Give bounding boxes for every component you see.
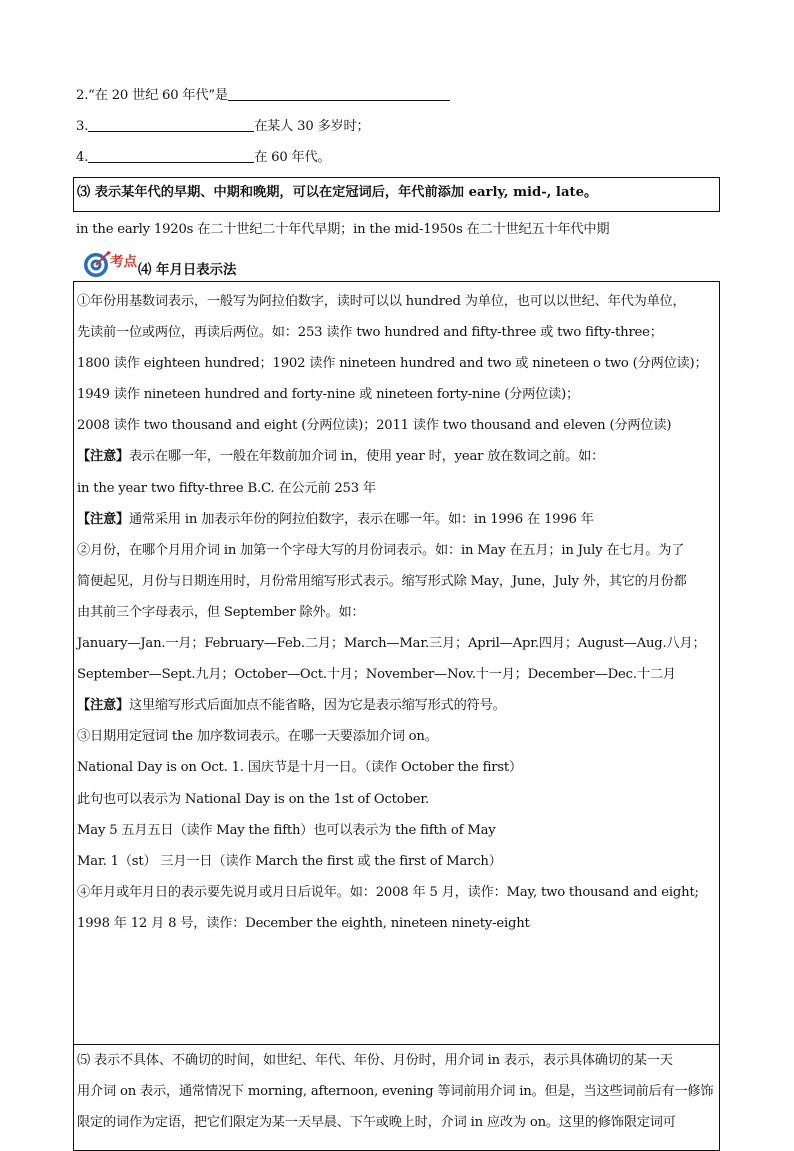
s4-line-20: ④年月或年月日的表示要先说月或月日后说年。如：2008 年 5 月，读作：May, two thousand and eight; — [77, 884, 699, 900]
s4-line-15: ③日期用定冠词 the 加序数词表示。在哪一天要添加介词 on。 — [77, 729, 438, 745]
s4-line-2: 先读前一位或两位，再读后两位。如：253 读作 two hundred and fifty-three 或 two fifty-three； — [77, 325, 663, 341]
note-marker: 【注意】 — [77, 449, 129, 465]
s4-line-7: in the year two fifty-three B.C. 在公元前 253 年 — [77, 480, 376, 496]
exercise-3-blank[interactable] — [88, 116, 254, 132]
page — [76, 80, 720, 1151]
kaodian-label: 考点 — [110, 254, 137, 270]
exercise-2-blank[interactable] — [228, 85, 450, 101]
s4-line-19: Mar. 1（st） 三月一日（读作 March the first 或 the first of March） — [77, 853, 502, 869]
section-3-heading-box — [73, 177, 720, 212]
s4-note-3: 【注意】这里缩写形式后面加点不能省略，因为它是表示缩写形式的符号。 — [77, 698, 506, 714]
section-3-example: in the early 1920s 在二十世纪二十年代早期；in the mid-1950s 在二十世纪五十年代中期 — [76, 222, 610, 237]
section-5-box — [73, 1044, 720, 1151]
s4-line-17: 此句也可以表示为 National Day is on the 1st of October. — [77, 791, 429, 807]
s4-note-2: 【注意】通常采用 in 加表示年份的阿拉伯数字，表示在哪一年。如：in 1996 在 1996 年 — [77, 511, 594, 527]
exercise-4 — [76, 142, 720, 173]
s4-line-16: National Day is on Oct. 1. 国庆节是十月一日。（读作 October the first） — [77, 760, 523, 776]
exercise-4-prefix: 4. — [76, 150, 89, 165]
s4-line-9: ②月份，在哪个月用介词 in 加第一个字母大写的月份词表示。如：in May 在五月；in July 在七月。为了 — [77, 542, 685, 558]
exercise-3-prefix: 3. — [76, 119, 89, 134]
s4-line-3: 1800 读作 eighteen hundred；1902 读作 nineteen hundred and two 或 nineteen o two (分两位读)； — [77, 356, 708, 372]
exercise-3-suffix: 在某人 30 多岁时； — [254, 119, 370, 134]
s5-line-1: ⑸ 表示不具体、不确切的时间，如世纪、年代、年份、月份时，用介词 in 表示，表示具体确切的某一天 — [77, 1053, 673, 1068]
section-4-box — [73, 281, 720, 1045]
s4-line-4: 1949 读作 nineteen hundred and forty-nine 或 nineteen forty-nine (分两位读)； — [77, 387, 580, 403]
s5-line-3: 限定的词作为定语，把它们限定为某一天早晨、下午或晚上时，介词 in 应改为 on。这里的修饰限定词可 — [77, 1115, 676, 1130]
kaodian-header — [76, 245, 720, 281]
section-3-heading: ⑶ 表示某年代的早期、中期和晚期，可以在定冠词后，年代前添加 early, mid-, late。 — [77, 185, 598, 200]
s4-line-10: 简便起见，月份与日期连用时，月份常用缩写形式表示。缩写形式除 May，June，July 外，其它的月份都 — [77, 573, 687, 589]
note-marker: 【注意】 — [77, 698, 129, 714]
s5-line-2: 用介词 on 表示，通常情况下 morning, afternoon, evening 等词前用介词 in。但是，当这些词前后有一修饰 — [77, 1084, 714, 1099]
s4-line-18: May 5 五月五日（读作 May the fifth）也可以表示为 the fifth of May — [77, 822, 496, 838]
note-marker: 【注意】 — [77, 511, 129, 527]
s4-note-1: 【注意】表示在哪一年，一般在年数前加介词 in，使用 year 时，year 放在数词之前。如： — [77, 449, 605, 465]
kaodian-title: ⑷ 年月日表示法 — [138, 262, 237, 278]
exercise-4-suffix: 在 60 年代。 — [254, 150, 331, 165]
exercise-4-blank[interactable] — [88, 147, 254, 163]
s4-line-13: September—Sept.九月；October—Oct.十月；November—Nov.十一月；December—Dec.十二月 — [77, 667, 676, 683]
target-icon — [82, 249, 112, 279]
exercise-3 — [76, 111, 720, 142]
exercise-2-prefix: 2.“在 20 世纪 60 年代”是 — [76, 88, 228, 103]
s4-line-1: ①年份用基数词表示，一般写为阿拉伯数字，读时可以以 hundred 为单位，也可以以世纪、年代为单位， — [77, 294, 686, 309]
s4-line-11: 由其前三个字母表示，但 September 除外。如： — [77, 604, 365, 620]
exercise-2 — [76, 80, 720, 111]
s4-line-12: January—Jan.一月；February—Feb.二月；March—Mar.三月；April—Apr.四月；August—Aug.八月； — [77, 636, 706, 652]
s4-line-21: 1998 年 12 月 8 号，读作：December the eighth, nineteen ninety-eight — [77, 915, 530, 931]
s4-line-5: 2008 读作 two thousand and eight (分两位读)；2011 读作 two thousand and eleven (分两位读) — [77, 418, 672, 434]
